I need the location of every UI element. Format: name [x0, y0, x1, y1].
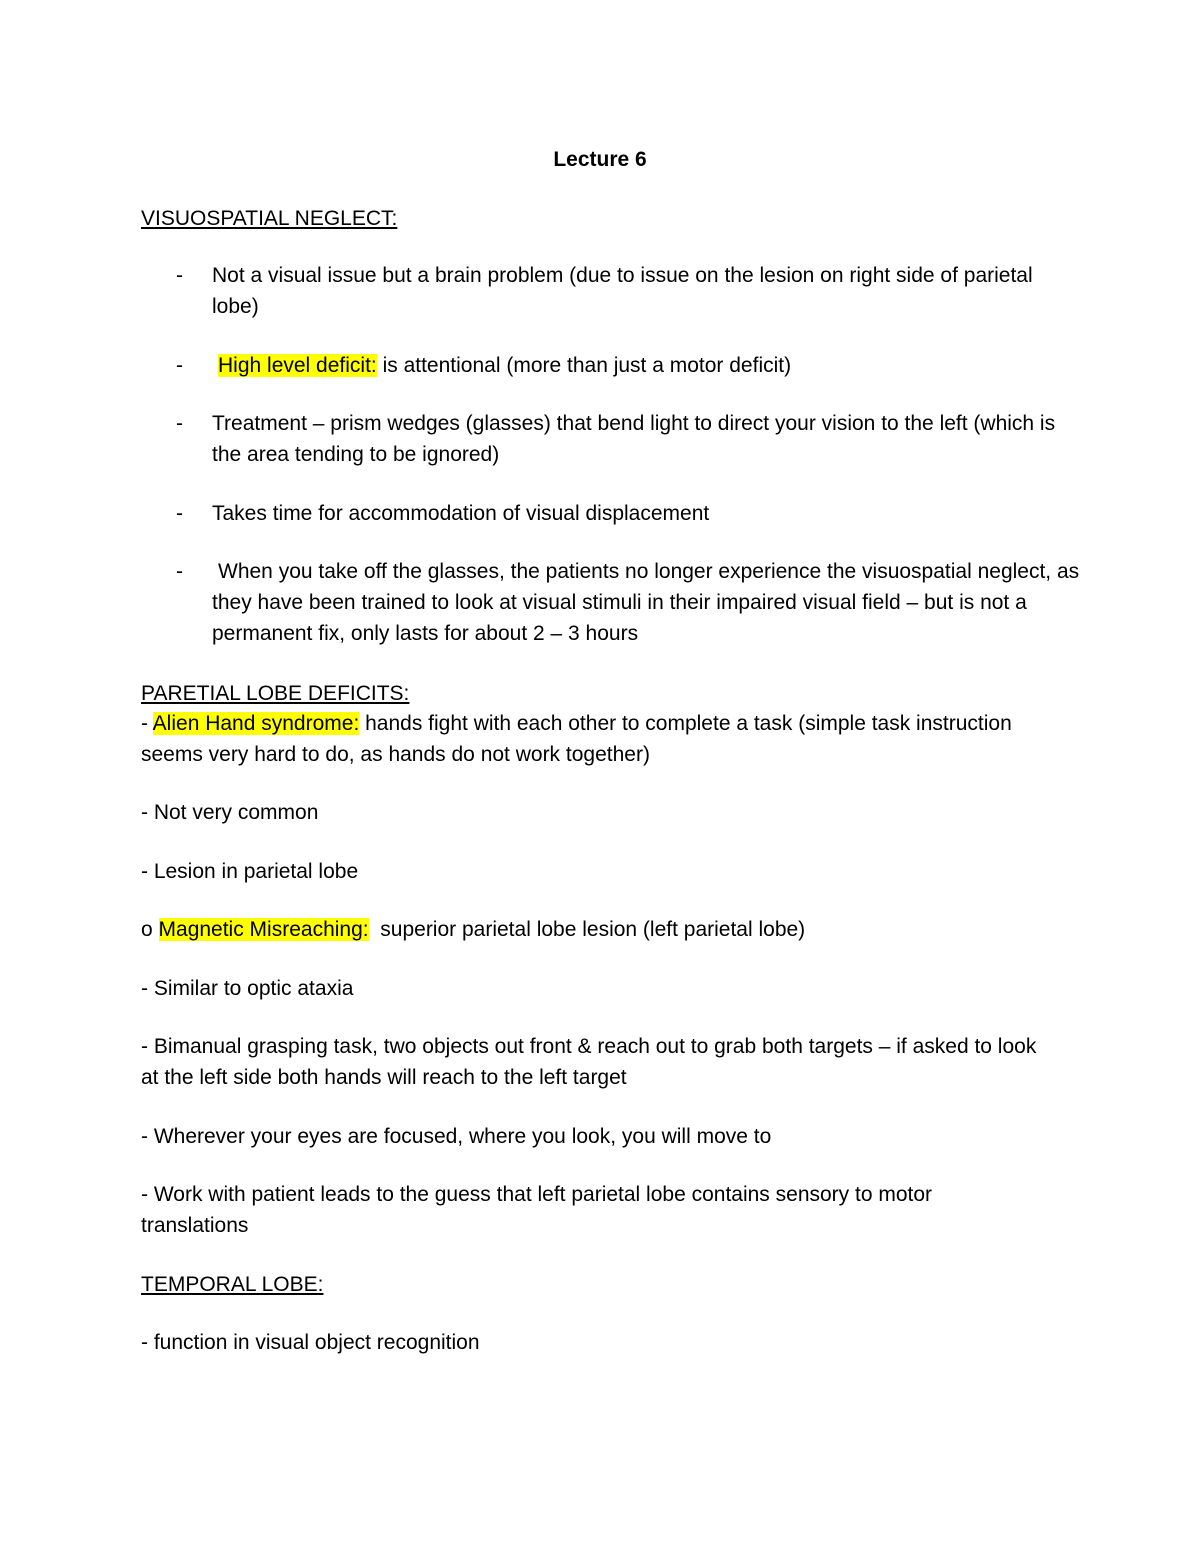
list-dash: -	[176, 502, 183, 525]
bullet-prefix: o	[141, 918, 159, 941]
paragraph-lesion: - Lesion in parietal lobe	[141, 860, 359, 883]
list-dash: -	[176, 412, 183, 435]
highlighted-term: Magnetic Misreaching:	[158, 918, 369, 941]
dash-prefix: -	[141, 712, 153, 735]
highlighted-term: High level deficit:	[218, 354, 377, 377]
list-item-text: Not a visual issue but a brain problem (due to issue on the lesion on right side of parietal lobe)	[212, 264, 1033, 318]
list-item-text	[212, 556, 1082, 649]
list-item-text-rest: is attentional (more than just a motor deficit)	[376, 354, 792, 377]
list-dash: -	[176, 560, 183, 583]
paragraph-text: superior parietal lobe lesion (left parietal lobe)	[368, 918, 806, 941]
list-item-text	[218, 350, 1088, 381]
paragraph-magnetic-misreaching	[141, 914, 1041, 945]
list-dash: -	[176, 264, 183, 287]
paragraph-not-common: - Not very common	[141, 801, 319, 824]
list-item-text: Treatment – prism wedges (glasses) that bend light to direct your vision to the left (which is the area tending to be ignored)	[212, 412, 1056, 466]
list-item-text-body: When you take off the glasses, the patients no longer experience the visuospatial neglect, as they have been trained to look at visual stimuli in their impaired visual field – but is not a permanent fix, only lasts for about 2 – 3 hours	[212, 560, 1080, 645]
paragraph-similar: - Similar to optic ataxia	[141, 977, 354, 1000]
section-heading-parietal-lobe-deficits: PARETIAL LOBE DEFICITS:	[141, 682, 410, 705]
paragraph-function: - function in visual object recognition	[141, 1331, 480, 1354]
highlighted-term: Alien Hand syndrome:	[152, 712, 360, 735]
paragraph-alien-hand	[141, 708, 1041, 770]
section-heading-visuospatial-neglect: VISUOSPATIAL NEGLECT:	[141, 207, 398, 230]
paragraph-bimanual: - Bimanual grasping task, two objects out front & reach out to grab both targets – if asked to look at the left side both hands will reach to the left target	[141, 1035, 1037, 1089]
paragraph-text: hands fight with each other to complete a task (simple task instruction seems very hard to do, as hands do not work together)	[141, 712, 1012, 766]
section-heading-temporal-lobe: TEMPORAL LOBE:	[141, 1273, 324, 1296]
page-title: Lecture 6	[553, 148, 647, 171]
list-item-text: Takes time for accommodation of visual displacement	[212, 502, 710, 525]
paragraph-wherever: - Wherever your eyes are focused, where you look, you will move to	[141, 1125, 772, 1148]
paragraph-work: - Work with patient leads to the guess that left parietal lobe contains sensory to motor translations	[141, 1183, 933, 1237]
list-dash: -	[176, 354, 183, 377]
